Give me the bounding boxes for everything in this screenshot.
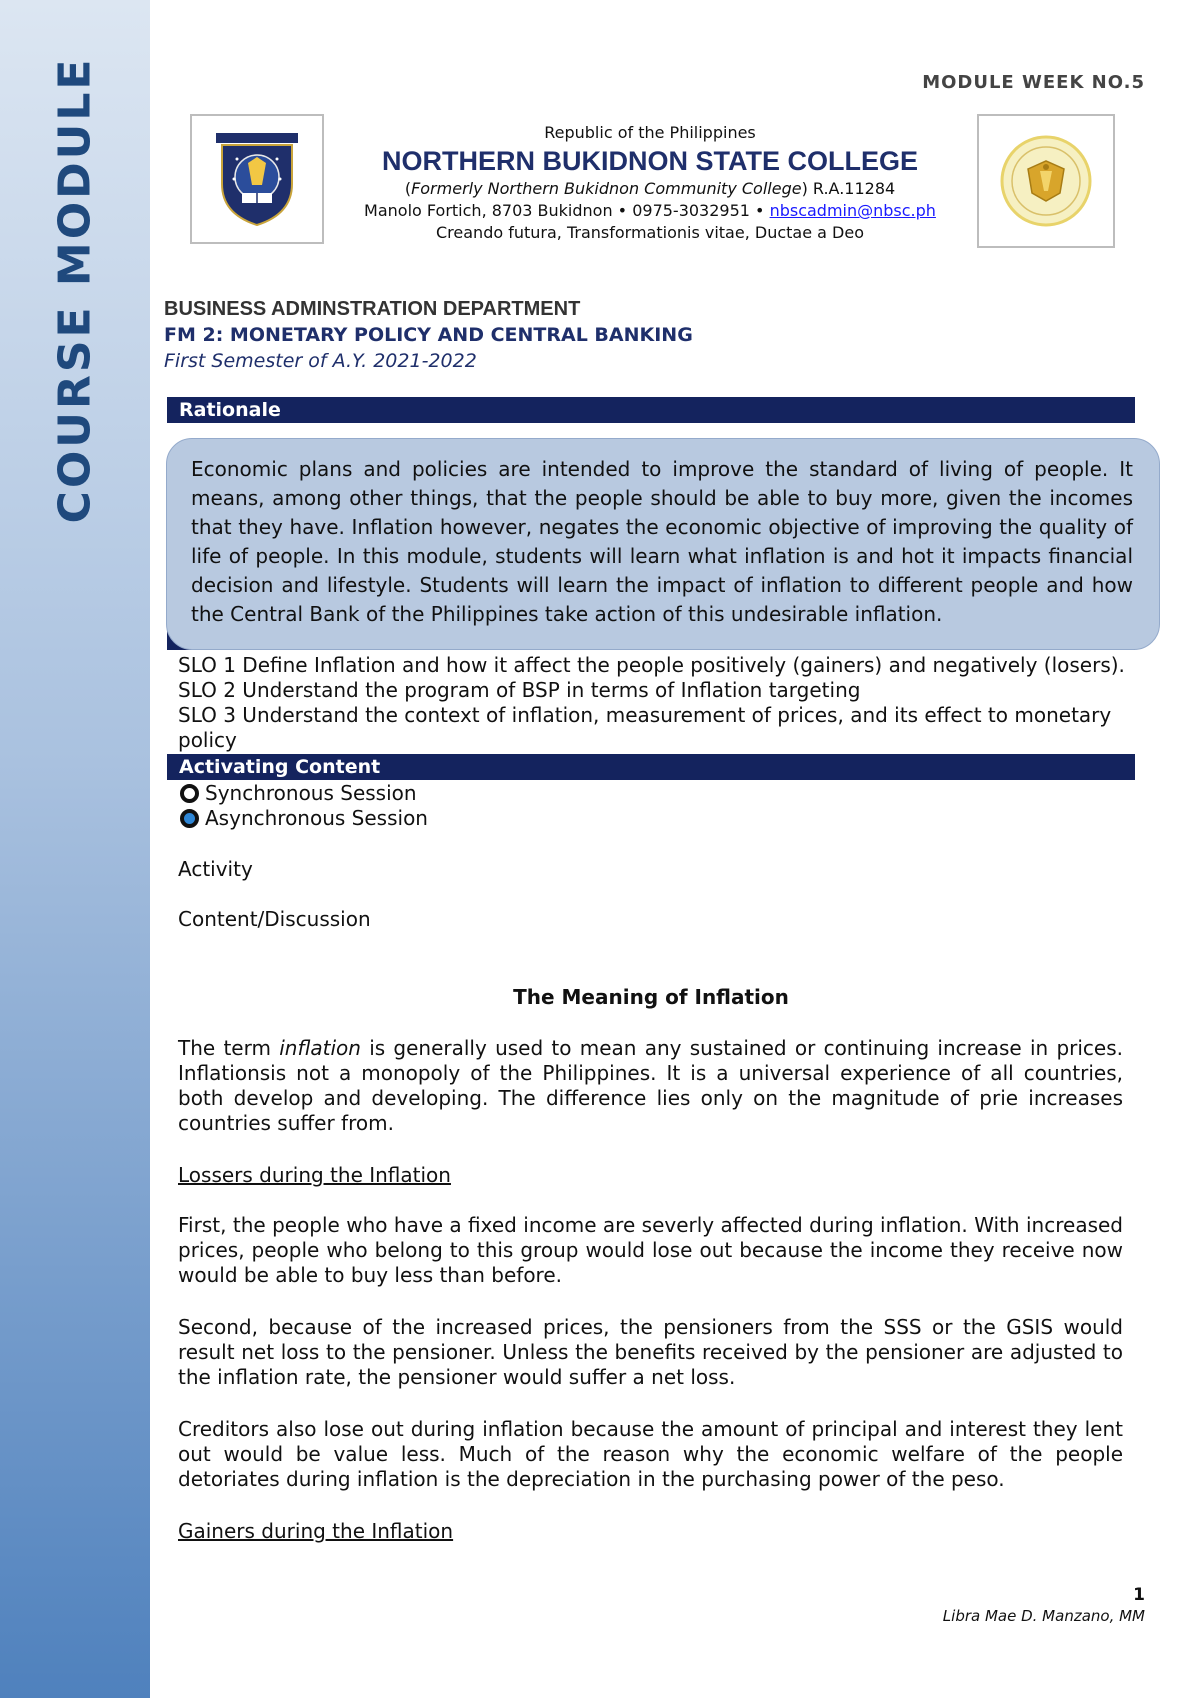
radio-icon[interactable]: [180, 784, 199, 803]
slo-list: [178, 653, 1128, 753]
sidebar-banner: [0, 0, 150, 1698]
formerly-name: Formerly Northern Bukidnon Community College: [411, 179, 802, 198]
semester-label: First Semester of A.Y. 2021-2022: [164, 350, 477, 372]
section-heading: The Meaning of Inflation: [513, 985, 789, 1009]
course-title: FM 2: MONETARY POLICY AND CENTRAL BANKING: [164, 324, 693, 346]
paragraph-creditors: Creditors also lose out during inflation because the amount of principal and interest they lent out would be value less. Much of the reason why the economic welfare of the people detoriates during inflation is the depreciation in the purchasing power of the peso.: [178, 1417, 1123, 1491]
radio-selected-icon[interactable]: [180, 809, 199, 828]
address-line: [330, 200, 970, 222]
gainers-heading: Gainers during the Inflation: [178, 1519, 454, 1543]
paragraph-meaning: [178, 1036, 1123, 1136]
paragraph-pensioners: Second, because of the increased prices, the pensioners from the SSS or the GSIS would result net loss to the pensioner. Unless the benefits received by the pensioner are adjusted to the inflation rate, the pensioner would suffer a net loss.: [178, 1315, 1123, 1389]
paragraph-rest: is generally used to mean any sustained or continuing increase in prices. Inflationsis not a monopoly of the Philippines. It is a universal experience of all countries, both develop and developing. The difference lies only on the magnitude of prie increases countries suffer from.: [178, 1036, 1123, 1135]
address-text: Manolo Fortich, 8703 Bukidnon • 0975-3032951 •: [364, 201, 770, 220]
session-option-asynchronous[interactable]: [180, 806, 428, 831]
formerly-close: ) R.A.11284: [801, 179, 896, 198]
content-discussion-label: Content/Discussion: [178, 907, 371, 931]
rationale-text-box: Economic plans and policies are intended to improve the standard of living of people. It means, among other things, that the people should be able to buy more, given the incomes that they have. Inflation however, negates the economic objective of improving the quality of life of people. In this module, students will learn what inflation is and hot it impacts financial decision and lifestyle. Students will learn the impact of inflation to different people and how the Central Bank of the Philippines take action of this undesirable inflation.: [166, 438, 1160, 650]
paragraph-start: The term: [178, 1036, 280, 1060]
module-week-label: MODULE WEEK NO.5: [922, 72, 1145, 93]
activity-label: Activity: [178, 857, 253, 881]
slo-item: SLO 1 Define Inflation and how it affect the people positively (gainers) and negatively (losers).: [178, 653, 1125, 677]
session-label: Asynchronous Session: [205, 806, 428, 830]
college-shield-icon: [212, 129, 302, 229]
formerly-line: [330, 178, 970, 200]
author-name: Libra Mae D. Manzano, MM: [942, 1607, 1145, 1625]
session-label: Synchronous Session: [205, 781, 417, 805]
college-logo: [190, 114, 324, 244]
department-name: BUSINESS ADMINSTRATION DEPARTMENT: [164, 298, 581, 320]
course-info: [164, 296, 693, 374]
page-number: 1: [1133, 1585, 1145, 1605]
session-option-synchronous[interactable]: [180, 781, 417, 806]
sidebar-title: COURSE MODULE: [49, 56, 101, 524]
paragraph-fixed-income: First, the people who have a fixed income are severly affected during inflation. With increased prices, people who belong to this group would lose out because the income they receive now would be able to buy less than before.: [178, 1213, 1123, 1287]
activating-content-header: Activating Content: [167, 754, 1135, 780]
formerly-open: (: [404, 179, 412, 198]
email-link[interactable]: nbscadmin@nbsc.ph: [769, 201, 936, 220]
republic-line: Republic of the Philippines: [544, 123, 756, 142]
slo-item: SLO 3 Understand the context of inflation, measurement of prices, and its effect to monetary policy: [178, 703, 1112, 752]
slo-item: SLO 2 Understand the program of BSP in terms of Inflation targeting: [178, 678, 861, 702]
college-header: [330, 122, 970, 244]
college-name: NORTHERN BUKIDNON STATE COLLEGE: [382, 146, 918, 176]
seal-emblem-icon: [996, 131, 1096, 231]
rationale-header: Rationale: [167, 397, 1135, 423]
motto-line: Creando futura, Transformationis vitae, Ductae a Deo: [436, 223, 864, 242]
term-inflation: inflation: [279, 1036, 361, 1060]
losers-heading: Lossers during the Inflation: [178, 1163, 451, 1187]
government-seal: [977, 114, 1115, 248]
